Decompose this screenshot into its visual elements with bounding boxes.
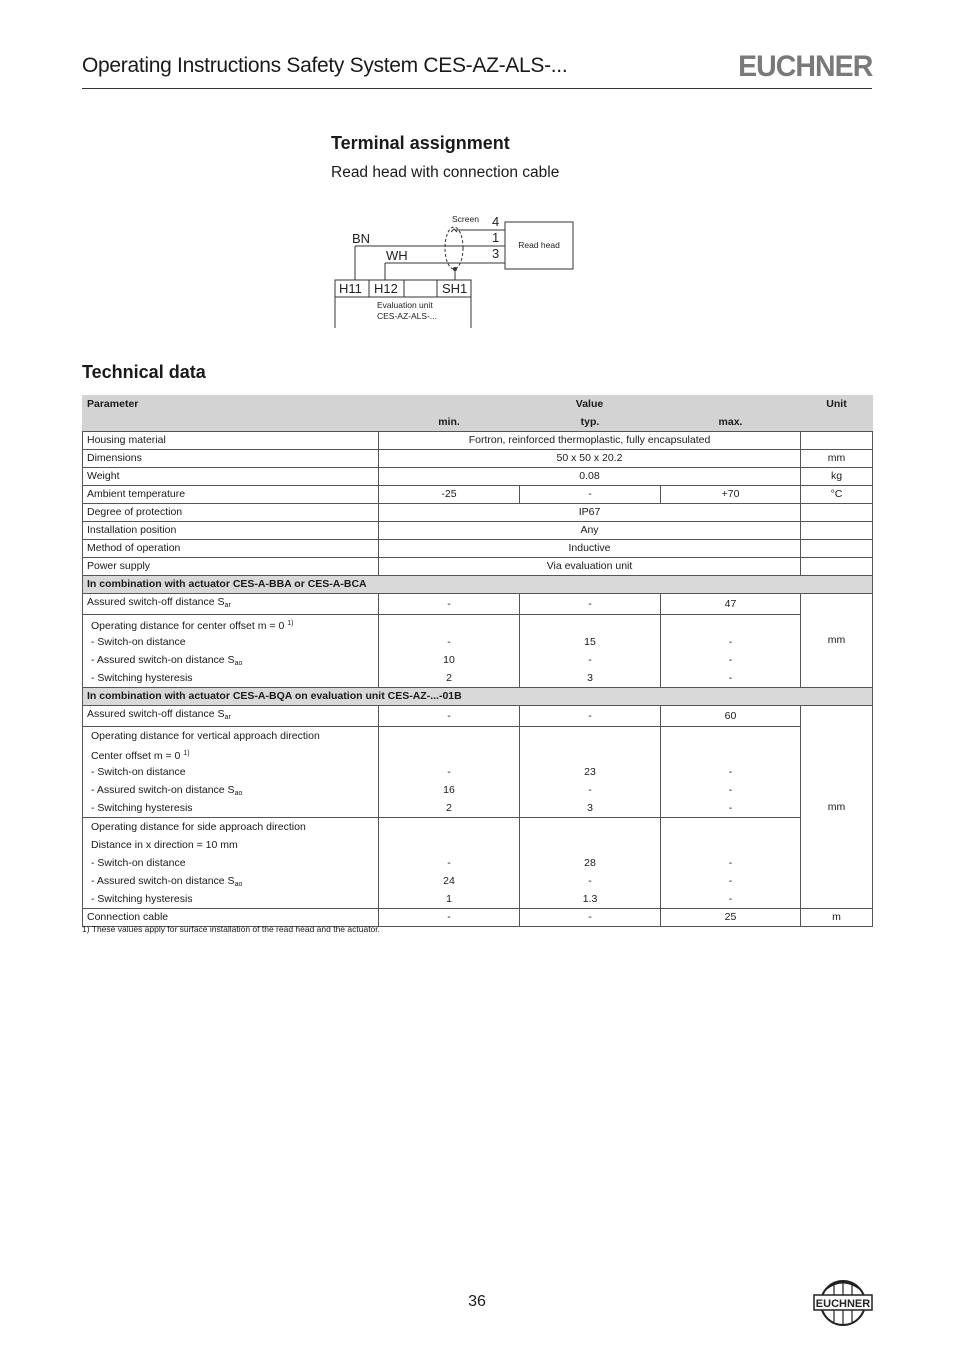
terminal-h12: H12 — [374, 281, 398, 296]
technical-data-table — [82, 395, 873, 927]
table-row: Ambient temperature -25 - +70 °C — [83, 486, 873, 504]
table-row: Operating distance for side approach direction Distance in x direction = 10 mm - Switch-on distance - Assured switch-on distance $S_{ao}$ - Switching hysteresis - 24 1 28 - 1.3 - - - — [83, 818, 873, 909]
table-row: Dimensions 50 x 50 x 20.2 mm — [83, 450, 873, 468]
table-row: Assured switch-off distance $S_{ar}$ - - 47 mm — [83, 594, 873, 615]
technical-data-heading: Technical data — [82, 362, 206, 382]
page-number: 36 — [468, 1293, 486, 1310]
screen-junction — [453, 267, 457, 271]
col-parameter: Parameter — [83, 396, 379, 414]
pin-1-label: 1 — [492, 230, 500, 245]
eval-unit-label: Evaluation unit — [377, 300, 433, 310]
wire-wh-label: WH — [386, 248, 408, 263]
section-header-bba-bca: In combination with actuator CES-A-BBA or CES-A-BCA — [83, 576, 873, 594]
eval-unit-model: CES-AZ-ALS-... — [377, 311, 437, 321]
col-value: Value — [379, 396, 801, 414]
euchner-emblem-icon — [812, 1278, 874, 1328]
terminal-assignment-heading: Terminal assignment — [331, 133, 510, 153]
table-row: Degree of protection IP67 — [83, 504, 873, 522]
col-unit: Unit — [801, 396, 873, 414]
terminal-assignment-subheading: Read head with connection cable — [331, 164, 560, 181]
pin-4-label: 4 — [492, 214, 500, 229]
footer-logo-text: EUCHNER — [815, 1298, 871, 1310]
section-header-bqa: In combination with actuator CES-A-BQA on evaluation unit CES-AZ-...-01B — [83, 688, 873, 706]
euchner-logo: EUCHNER — [737, 50, 872, 83]
table-row: Power supply Via evaluation unit — [83, 558, 873, 576]
table-row: Installation position Any — [83, 522, 873, 540]
read-head-label: Read head — [518, 240, 560, 250]
table-row: Method of operation Inductive — [83, 540, 873, 558]
terminal-h11: H11 — [339, 281, 362, 296]
table-row: Operating distance for center offset m = 0 $^{1)}$ - Switch-on distance - Assured switch-on distance $S_{ao}$ - Switching hysteresis - 10 2 15 - 3 - - - — [83, 615, 873, 688]
header-divider — [82, 88, 872, 89]
col-typ: typ. — [520, 414, 661, 432]
table-row: Weight 0.08 kg — [83, 468, 873, 486]
screen-label: Screen — [452, 214, 479, 224]
col-min: min. — [379, 414, 520, 432]
table-row: Operating distance for vertical approach direction Center offset m = 0 $^{1)}$ - Switch-on distance - Assured switch-on distance $S_{ao}$ - Switching hysteresis - 16 2 23 - 3 - - - — [83, 727, 873, 818]
pin-3-label: 3 — [492, 246, 500, 261]
screen-arrow — [451, 229, 457, 232]
wire-bn-label: BN — [352, 231, 371, 246]
col-max: max. — [661, 414, 801, 432]
terminal-wiring-diagram — [333, 210, 583, 332]
document-title: Operating Instructions Safety System CES-AZ-ALS-... — [82, 54, 568, 77]
table-row: Connection cable - - 25 m — [83, 909, 873, 927]
table-row: Assured switch-off distance $S_{ar}$ - - 60 mm — [83, 706, 873, 727]
terminal-sh1: SH1 — [442, 281, 468, 296]
footnote: 1) These values apply for surface installation of the read head and the actuator. — [82, 924, 381, 934]
table-row: Housing material Fortron, reinforced thermoplastic, fully encapsulated — [83, 432, 873, 450]
